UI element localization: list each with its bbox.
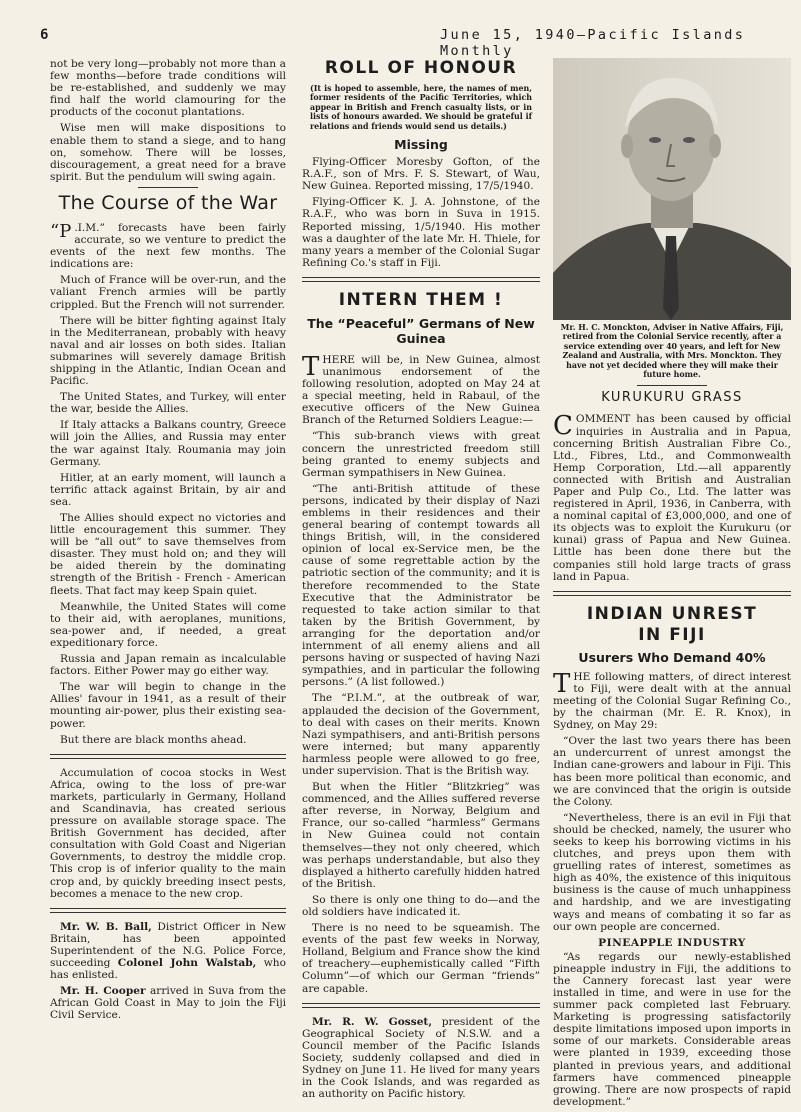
body-paragraph: The “P.I.M.”, at the outbreak of war, applauded the decision of the Government, to deal with cases on their merits. Known Nazi sympathisers, and anti-British persons were interned; but many apparently harmless people were allowed to go free, under supervision. That is the British way. bbox=[302, 692, 540, 777]
gosset-paragraph: Mr. R. W. Gosset, president of the Geographical Society of N.S.W. and a Council member of the Pacific Islands Society, suddenly collapsed and died in Sydney on June 11. He lived for many years in the Cook Islands, and was regarded as an authority on Pacific history. bbox=[302, 1015, 540, 1101]
pineapple-heading: PINEAPPLE INDUSTRY bbox=[598, 936, 746, 949]
body-paragraph: The Allies should expect no victories and little encouragement this summer. They will be “all out” to save themselves from disaster. They must hold on; and they will be aided therein by the dominating strength of the British - French - American fleets. That fact may keep Spain quiet. bbox=[50, 512, 286, 597]
missing-entry: Flying-Officer K. J. A. Johnstone, of the R.A.F., who was born in Suva in 1915. Reported missing, 1/5/1940. His mother was a daughter of the late Mr. H. Thiele, for many years a member of the Colonial Sugar Refining Co.'s staff in Fiji. bbox=[302, 196, 540, 269]
kurukuru-paragraph: COMMENT has been caused by official inquiries in Australia and in Papua, concerning British Australian Fibre Co., Ltd., Fibres, Ltd., and Commonwealth Hemp Corporation, Ltd.—all apparently connected with British and Australian Paper and Pulp Co., Ltd. The latter was registered in April, 1936, in Canberra, with a nominal capital of £3,000,000, and one of its objects was to exploit the Kurukuru (or kunai) grass of Papua and New Guinea. Little has been done there but the companies still hold large tracts of grass land in Papua. bbox=[553, 411, 791, 583]
body-paragraph: But there are black months ahead. bbox=[60, 733, 247, 746]
body-paragraph: There is no need to be squeamish. The events of the past few weeks in Norway, Holland, Belgium and France show the kind of treachery—euphemistically called “Fifth Column”—of which our German “friends” are capable. bbox=[302, 922, 540, 995]
body-paragraph: Hitler, at an early moment, will launch a terrific attack against Britain, by air and sea. bbox=[50, 471, 286, 508]
double-rule bbox=[553, 591, 791, 596]
portrait-illustration bbox=[553, 58, 791, 320]
war-paragraphs bbox=[50, 274, 286, 745]
body-paragraph: “This sub-branch views with great concern the unrestricted freedom still being granted to enemy subjects and German sympathisers in New Guinea. bbox=[302, 430, 540, 479]
double-rule bbox=[302, 277, 540, 282]
body-paragraph: So there is only one thing to do—and the old soldiers have indicated it. bbox=[302, 893, 540, 918]
issue-header: June 15, 1940—Pacific Islands Monthly bbox=[440, 27, 746, 59]
indian-lead-paragraph: THE following matters, of direct interest to Fiji, were dealt with at the annual meeting of the Colonial Sugar Refining Co., by the chairman (Mr. E. R. Knox), in Sydney, on May 29: bbox=[553, 668, 791, 732]
indian-subheading: Usurers Who Demand 40% bbox=[578, 649, 766, 665]
drop-cap: C bbox=[553, 411, 573, 442]
person-name: Mr. H. Cooper bbox=[60, 985, 146, 998]
body-paragraph: Meanwhile, the United States will come to their aid, with aeroplanes, munitions, sea-power and, if needed, a great expeditionary force. bbox=[50, 600, 286, 649]
photo-caption: Mr. H. C. Monckton, Adviser in Native Affairs, Fiji, retired from the Colonial Service recently, after a service extending over 40 years, and left for New Zealand and Australia, with Mrs. Monckton. They have not yet decided where they will make their future home. bbox=[560, 323, 784, 380]
person-name: Mr. W. B. Ball, bbox=[60, 920, 152, 933]
intern-them-heading: INTERN THEM ! bbox=[338, 289, 504, 310]
drop-cap: T bbox=[553, 668, 571, 699]
course-of-war-heading: The Course of the War bbox=[58, 191, 278, 214]
portrait-photo bbox=[553, 58, 791, 320]
double-rule bbox=[50, 908, 286, 913]
column-left bbox=[50, 58, 286, 1025]
roll-note: (It is hoped to assemble, here, the names of men, former residents of the Pacific Territories, which appear in British and French casualty lists, or in lists of honours awarded. We should be grateful if relations and friends would send us details.) bbox=[310, 84, 532, 131]
column-middle bbox=[302, 58, 540, 1104]
intern-subheading: The “Peaceful” Germans of New Guinea bbox=[307, 315, 535, 346]
intern-lead-paragraph: THERE will be, in New Guinea, almost unanimous endorsement of the following resolution, adopted on May 24 at a special meeting, held in Rabaul, of the executive officers of the New Guinea Branch of the Returned Soldiers League:— bbox=[302, 351, 540, 427]
missing-heading: Missing bbox=[394, 137, 448, 153]
body-paragraph: “The anti-British attitude of these persons, indicated by their display of Nazi emblems in their residences and their general bearing of contempt towards all things British, will, in the considered opinion of local ex-Service men, be the cause of some regrettable action by the patriotic section of the community; and it is therefore recommended to the State Executive that the Administrator be requested to take action similar to that taken by the British Government, by arranging for the deportation and/or internment of all enemy aliens and all persons having or suspected of having Nazi sympathies, and in particular the following persons.” (A list followed.) bbox=[302, 482, 540, 689]
pineapple-paragraph: “As regards our newly-established pineapple industry in Fiji, the additions to the Cannery forecast last year were installed in time, and were in use for the summer pack completed last February. Marketing is progressing satisfactorily despite limitations imposed upon imports in some of our markets. Considerable areas were planted in 1939, exceeding those planted in previous years, and additional farmers have commenced pineapple growing. There are now prospects of rapid development.” bbox=[553, 950, 791, 1108]
indian-unrest-heading: INDIAN UNREST IN FIJI bbox=[586, 603, 758, 645]
indian-paragraph: “Over the last two years there has been an undercurrent of unrest amongst the Indian cane-growers and labour in Fiji. This has been more political than economic, and we are convinced that the origin is outside the Colony. bbox=[553, 735, 791, 808]
cocoa-paragraph: Accumulation of cocoa stocks in West Africa, owing to the loss of pre-war markets, particularly in Germany, Holland and Scandinavia, has created serious pressure on available storage space. The British Government has decided, after consultation with Gold Coast and Nigerian Governments, to destroy the middle crop. This crop is of inferior quality to the main crop and, by quickly breeding insect pests, becomes a menace to the new crop. bbox=[50, 766, 286, 900]
roll-of-honour-heading: ROLL OF HONOUR bbox=[324, 58, 518, 78]
drop-cap: T bbox=[302, 351, 320, 382]
war-lead-paragraph: “P .I.M.” forecasts have been fairly accurate, so we venture to predict the events of the next few months. The indications are: bbox=[50, 220, 286, 271]
missing-entry: Flying-Officer Moresby Gofton, of the R.A.F., son of Mrs. F. S. Stewart, of Wau, New Guinea. Reported missing, 17/5/1940. bbox=[302, 156, 540, 193]
drop-cap: “P bbox=[50, 220, 72, 242]
cooper-paragraph: Mr. H. Cooper arrived in Suva from the African Gold Coast in May to join the Fiji Civil Service. bbox=[50, 985, 286, 1022]
page-number: 6 bbox=[40, 27, 49, 43]
indian-paragraph: “Nevertheless, there is an evil in Fiji that should be checked, namely, the usurer who seeks to keep his borrowing victims in his clutches, and preys upon them with gruelling rates of interest, sometimes as high as 40%, the existence of this iniquitous business is the cause of much unhappiness and hardship, and we are investigating ways and means of combating it so far as our own people are concerned. bbox=[553, 811, 791, 933]
kurukuru-heading: KURUKURU GRASS bbox=[601, 390, 743, 406]
body-paragraph: But when the Hitler “Blitzkrieg” was commenced, and the Allies suffered reverse after reverse, in Norway, Belgium and France, our so-called “harmless” Germans in New Guinea could not contain themselves—they not only cheered, which was perhaps understandable, but also they displayed a hitherto carefully hidden hatred of the British. bbox=[302, 781, 540, 890]
body-paragraph: The war will begin to change in the Allies' favour in 1941, as a result of their mounting air-power, plus their existing sea-power. bbox=[50, 681, 286, 730]
double-rule bbox=[50, 754, 286, 759]
body-paragraph: If Italy attacks a Balkans country, Greece will join the Allies, and Russia may enter the war against Italy. Roumania may join Germany. bbox=[50, 419, 286, 468]
ball-paragraph: Mr. W. B. Ball, District Officer in New Britain, has been appointed Superintendent of the N.G. Police Force, succeeding Colonel John Walstab, who has enlisted. bbox=[50, 920, 286, 982]
intro-paragraph: Wise men will make dispositions to enable them to stand a siege, and to hang on, somehow. There will be losses, discouragement, a great need for a brave spirit. But the pendulum will swing again. bbox=[50, 122, 286, 183]
person-name: Colonel John Walstab, bbox=[117, 957, 257, 969]
intern-paragraphs bbox=[302, 430, 540, 994]
divider bbox=[637, 385, 707, 386]
intro-paragraph: not be very long—probably not more than a few months—before trade conditions will be re-established, and suddenly we may find half the world clamouring for the products of the coconut plantations. bbox=[50, 58, 286, 119]
column-right bbox=[553, 58, 791, 1112]
body-paragraph: There will be bitter fighting against Italy in the Mediterranean, probably with heavy naval and air losses on both sides. Italian submarines will severely damage British shipping in the Atlantic, Indian Ocean and Pacific. bbox=[50, 314, 286, 388]
person-name: Mr. R. W. Gosset, bbox=[312, 1015, 433, 1028]
body-paragraph: Russia and Japan remain as incalculable factors. Either Power may go either way. bbox=[50, 653, 286, 678]
double-rule bbox=[302, 1003, 540, 1008]
body-paragraph: Much of France will be over-run, and the valiant French armies will be partly crippled. But the French will not surrender. bbox=[50, 274, 286, 311]
body-paragraph: The United States, and Turkey, will enter the war, beside the Allies. bbox=[50, 391, 286, 416]
divider bbox=[138, 187, 198, 188]
